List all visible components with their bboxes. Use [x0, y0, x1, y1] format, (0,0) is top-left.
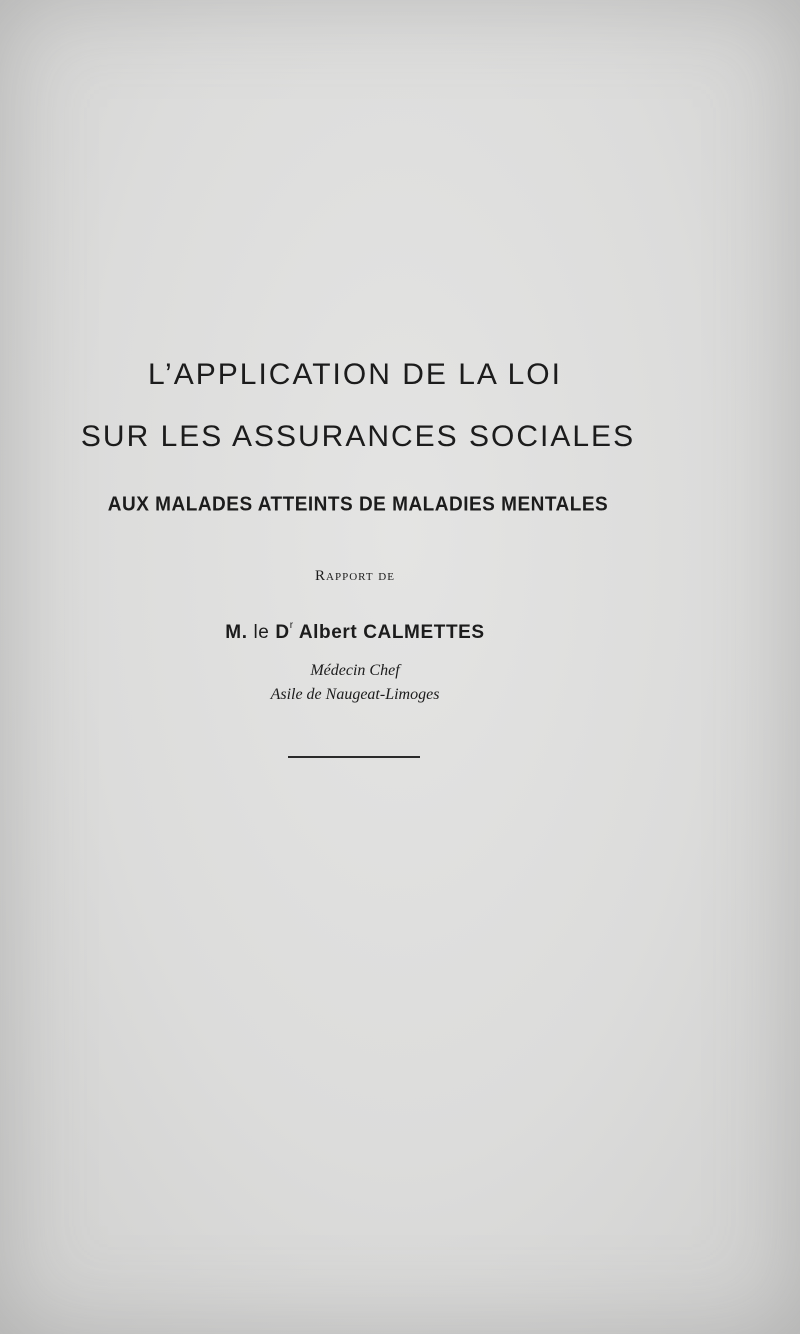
author-prefix: M.: [225, 622, 248, 643]
horizontal-rule: [288, 756, 420, 758]
author-institution: Asile de Naugeat-Limoges: [270, 686, 440, 703]
report-label: Rapport de: [315, 568, 395, 584]
author-article: le: [253, 622, 270, 643]
title-line-2: SUR LES ASSURANCES SOCIALES: [80, 420, 636, 453]
author-line: [0, 622, 755, 644]
author-title-sup: r: [289, 620, 294, 631]
title-line-1: L’APPLICATION DE LA LOI: [148, 358, 562, 391]
author-title: $D^r$: [275, 620, 294, 643]
subtitle: AUX MALADES ATTEINTS DE MALADIES MENTALES: [107, 493, 609, 516]
author-name: Albert CALMETTES: [298, 622, 485, 643]
author-role: Médecin Chef: [310, 662, 400, 679]
